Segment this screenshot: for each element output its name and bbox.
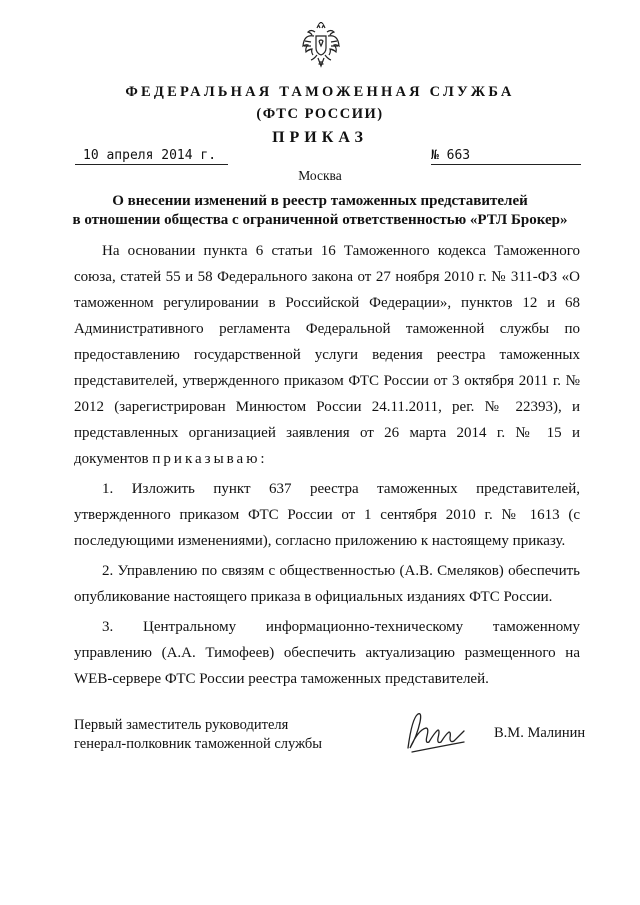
order-place: Москва — [298, 168, 342, 183]
order-number: № 663 — [431, 148, 581, 165]
signer-name: В.М. Малинин — [494, 725, 586, 741]
order-date: 10 апреля 2014 г. — [75, 148, 228, 165]
order-title — [60, 192, 580, 230]
agency-name: ФЕДЕРАЛЬНАЯ ТАМОЖЕННАЯ СЛУЖБА — [125, 84, 515, 100]
handwritten-signature — [398, 708, 478, 760]
signer-position-line-2: генерал-полковник таможенной службы — [74, 736, 323, 752]
order-body — [74, 238, 580, 692]
preamble-text: На основании пункта 6 статьи 16 Таможенного кодекса Таможенного союза, статей 55 и 58 Федерального закона от 27 ноября 2010 г. № 311-ФЗ «О таможенном регулировании в Российской Федерации», пунктов 12 и 68 Административного регламента Федеральной таможенной службы по предоставлению государственной услуги ведения реестра таможенных представителей, утвержденного приказом ФТС России от 3 октября 2011 г. № 2012 (зарегистрирован Минюстом России 24.11.2011, рег. № 22393), и представленных организацией заявления от 26 марта 2014 г. № 15 и документов — [74, 243, 580, 467]
item-3-paragraph: 3. Центральному информационно-техническому таможенному управлению (А.А. Тимофеев) обеспечить актуализацию размещенного на WEB-сервере ФТС России реестра таможенных представителей. — [74, 619, 580, 687]
order-word: приказываю: — [152, 451, 268, 467]
preamble-paragraph — [74, 238, 580, 472]
order-title-line-2: в отношении общества с ограниченной ответственностью «РТЛ Брокер» — [72, 212, 568, 228]
signer-position — [74, 716, 322, 754]
agency-short-name: (ФТС РОССИИ) — [256, 106, 384, 122]
item-2-paragraph: 2. Управлению по связям с общественностью (А.В. Смеляков) обеспечить опубликование настоящего приказа в официальных изданиях ФТС России. — [74, 563, 580, 605]
order-title-line-1: О внесении изменений в реестр таможенных представителей — [112, 193, 528, 209]
signer-position-line-1: Первый заместитель руководителя — [74, 717, 289, 733]
double-headed-eagle-icon — [302, 22, 340, 68]
document-type: ПРИКАЗ — [272, 129, 368, 146]
item-1-paragraph: 1. Изложить пункт 637 реестра таможенных представителей, утвержденного приказом ФТС России от 1 сентября 2010 г. № 1613 (с последующими изменениями), согласно приложению к настоящему приказу. — [74, 481, 580, 549]
